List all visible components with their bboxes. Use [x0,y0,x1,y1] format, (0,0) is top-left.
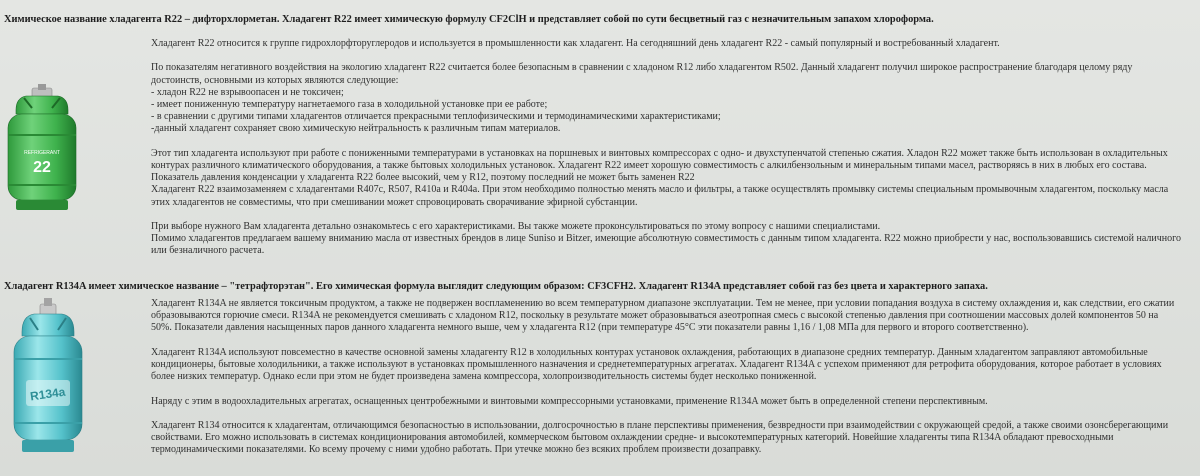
section1-body [151,38,1191,258]
paragraph-line: Показатель давления конденсации у хладагента R22 более высокий, чем у R12, поэтому последний не может быть заменен R22 [151,172,695,184]
list-item: - имеет пониженную температуру нагнетаемого газа в холодильной установке при ее работе; [151,99,548,110]
paragraph-line: контурах различного климатического оборудования, а также бытовых холодильных установок. Хладагент R22 имеет хорошую совместимость с алкилбензольным и минеральным типами масел, растворяясь в них в любых его состава. [151,160,1147,171]
paragraph-line: Хладагент R134 относится к хладагентам, отличающимся безопасностью в использовании, долгосрочностью в плане перспективы применения, безвредности при взаимодействии с окружающей средой, а также своими озонсберегающими [151,419,1169,431]
section2-body [151,298,1191,457]
svg-text:REFRIGERANT: REFRIGERANT [24,150,60,156]
r134a-cylinder-image [6,298,90,456]
paragraph-line: кондиционеры, бытовые холодильники, а также используют в установках промышленного назначения и среднетемпературных агрегатах. Хладагент R134A с успехом применяют для ретрофита оборудования, которое работает в условиях [151,359,1162,370]
paragraph-line: свойствами. Его можно использовать в системах кондиционирования автомобилей, коммерческом бытовом охлаждении средне- и высокотемпературных категорий. Новейшие хладагенты типа R134A обладают превосходными [151,432,1114,444]
r22-cylinder-image [2,84,82,214]
paragraph-line: 50%. Показатели давления насыщенных паров данного хладагента немного выше, чем у хладагента R12 (при температуре 45°С эти показатели равны 1,16 / 1,08 МПа для первого и второго соответственно). [151,322,1029,334]
paragraph-line: Наряду с этим в водоохладительных агрегатах, оснащенных центробежными и винтовыми компрессорными установками, применение R134A может быть в определенной степени перспективным. [151,395,988,407]
r134a-label: R134a [29,384,67,404]
paragraph-line: Хладагент R22 относится к группе гидрохлорфторуглеродов и используется в промышленности как хладагент. На сегодняшний день хладагент R22 - самый популярный и востребованный хладагент. [151,38,1000,49]
paragraph-line: Хладагент R134A не является токсичным продуктом, а также не подвержен воспламенению во всем температурном диапазоне эксплуатации. Тем не менее, при условии попадания воздуха в систему охлаждения и, как следствии, его сжатии [151,298,1175,309]
r22-label: 22 [33,159,51,176]
section2-heading: Хладагент R134A имеет химическое название – "тетрафторэтан". Его химическая формула выглядит следующим образом: CF3CFH2. Хладагент R134A представляет собой газ без цвета и характерного запаха. [4,281,988,292]
paragraph-line: По показателям негативного воздействия на экологию хладагент R22 считается более безопасным в сравнении с хладоном R12 либо хладагентом R502. Данный хладагент получил широкое распространение благодаря целому ряду [151,62,1133,74]
paragraph-line: достоинств, основными из которых являются следующие: [151,74,399,86]
paragraph-line: При выборе нужного Вам хладагента детально ознакомьтесь с его характеристиками. Вы также можете проконсультироваться по этому вопросу с нашими специалистами. [151,221,881,232]
list-item: - хладон R22 не взрывоопасен и не токсичен; [151,86,344,98]
paragraph-line: Этот тип хладагента используют при работе с пониженными температурами в установках на поршневых и винтовых компрессорах с одно- и двухступенчатой степенью сжатия. Хладон R22 может также быть использован в охладительных [151,147,1168,159]
paragraph-line: Хладагент R22 взаимозаменяем с хладагентами R407c, R507, R410a и R404a. При этом необходимо полностью менять масло и фильтры, а также осуществлять промывку системы специальным промывочным хладагентом, поскольку масла [151,184,1169,196]
paragraph-line: Хладагент R134A используют повсеместно в качестве основной замены хладагенту R12 в холодильных контурах установок охлаждения, работающих в диапазоне средних температур. Данным хладагентом заправляют автомобильные [151,346,1148,358]
list-item: -данный хладагент сохраняет свою химическую нейтральность к различным типам материалов. [151,123,561,135]
paragraph-line: более низких температур. Однако если при этом не будет произведена замена компрессора, холопроизводительность системы будет несколько пониженной. [151,371,817,383]
section1-heading: Химическое название хладагента R22 – дифторхлорметан. Хладагент R22 имеет химическую формулу CF2ClH и представляет собой по сути бесцветный газ с незначительным запахом хлороформа. [4,14,934,25]
paragraph-line: термодинамическими показателями. Ко всему прочему с ними удобно работать. При утечке можно без всяких проблем произвести дозаправку. [151,444,762,456]
paragraph-line: или безналичного расчета. [151,245,265,257]
list-item: - в сравнении с другими типами хладагентов отличается прекрасными теплофизическими и термодинамическими характеристиками; [151,111,721,123]
paragraph-line: Помимо хладагентов предлагаем вашему вниманию масла от известных брендов в лице Suniso и Bitzer, имеющие абсолютную совместимость с данным типом хладагента. R22 можно приобрести у нас, воспользовавшись системой наличного [151,233,1181,245]
paragraph-line: этих хладагентов не совместимы, что при смешивании может спровоцировать сворачивание эфирной субстанции. [151,196,638,208]
paragraph-line: образовываются горючие смеси. R134A не рекомендуется смешивать с хладоном R12, поскольку в результате может образовываться азеотропная смесь с высокой степенью давления при соотношении массовых долей компонентов 50 на [151,310,1159,322]
